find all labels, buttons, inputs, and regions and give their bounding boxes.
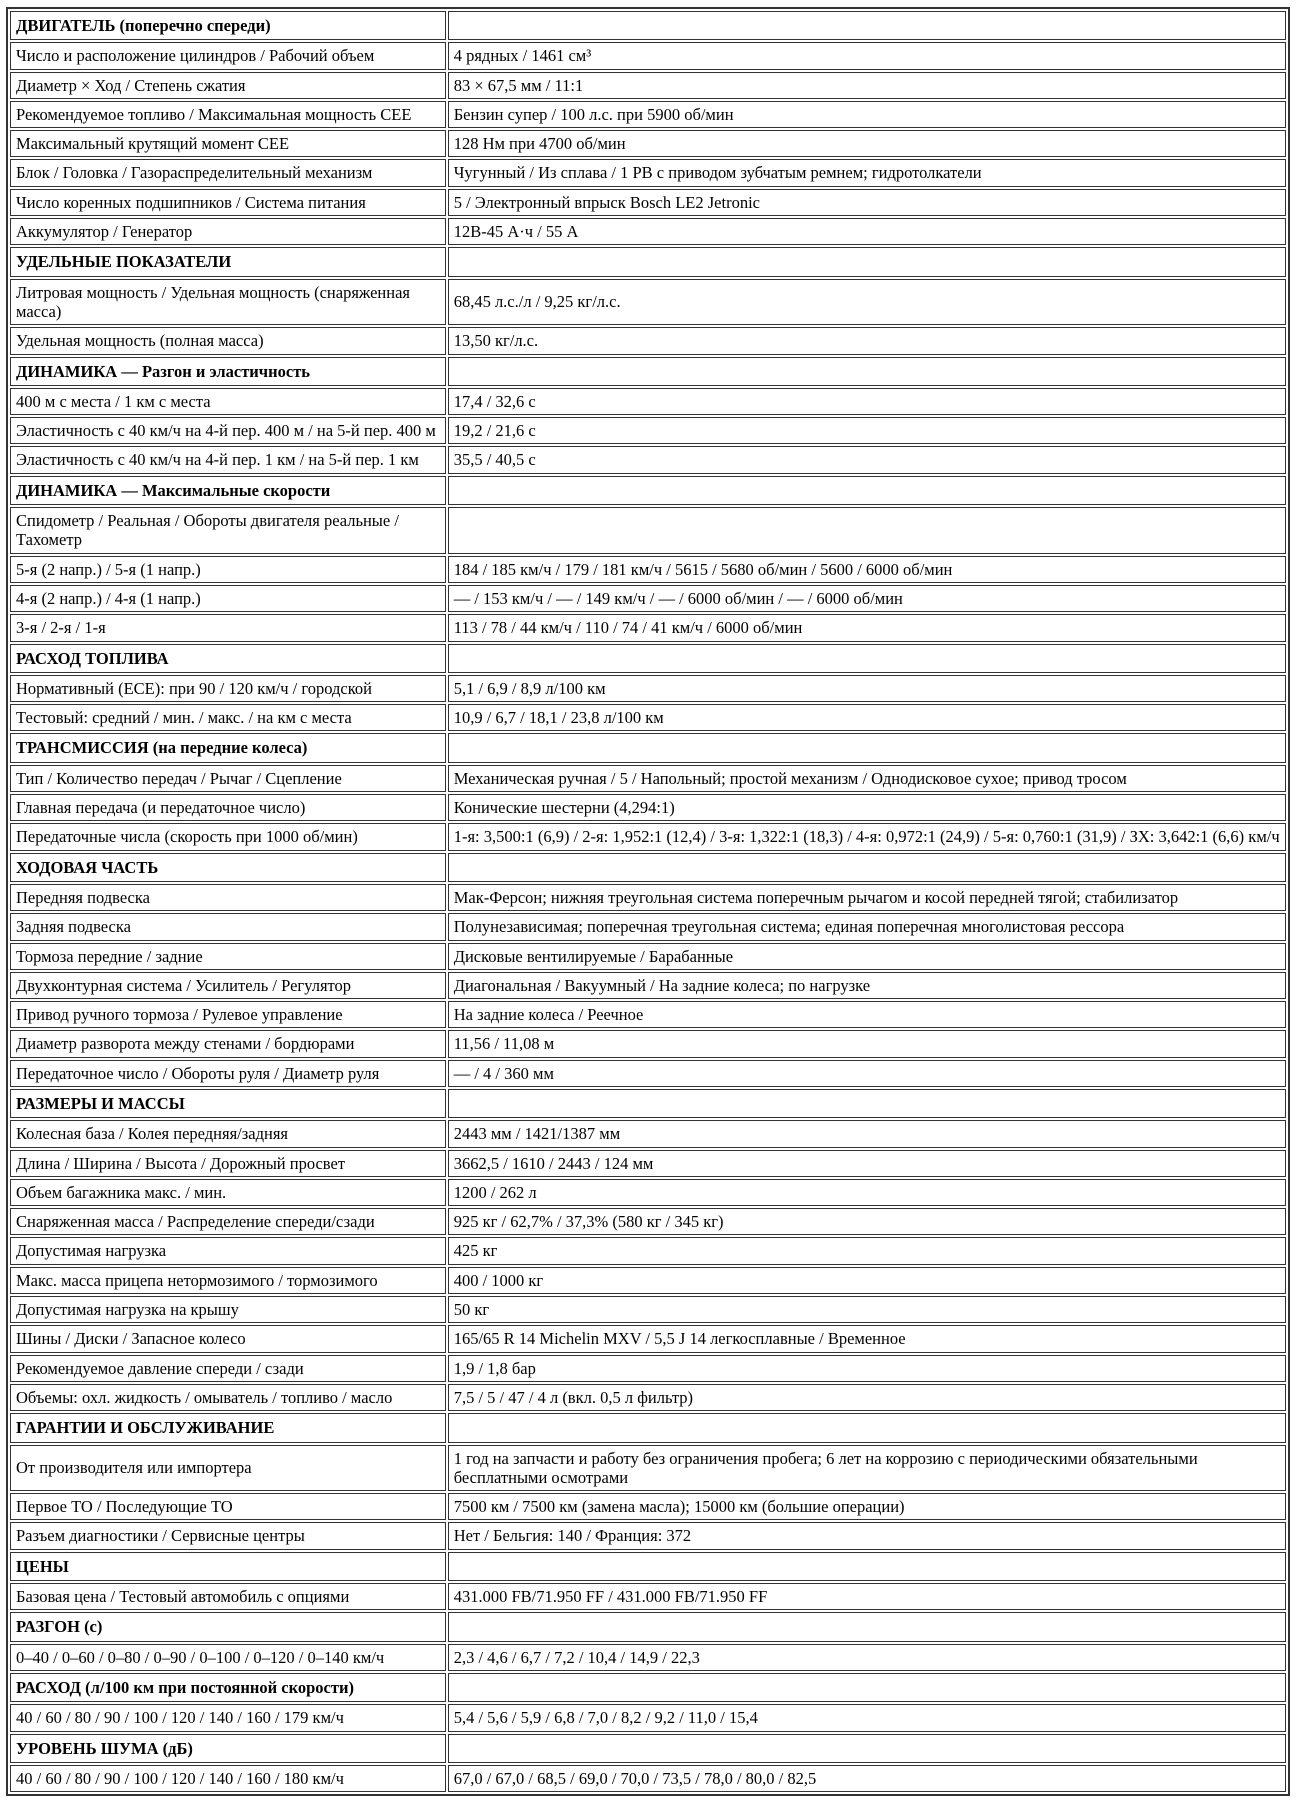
table-row [10, 1237, 1286, 1264]
spec-value: Механическая ручная / 5 / Напольный; простой механизм / Однодисковое сухое; привод тросом [448, 765, 1286, 792]
spec-value: 11,56 / 11,08 м [448, 1030, 1286, 1057]
spec-label: Длина / Ширина / Высота / Дорожный просвет [10, 1150, 446, 1177]
spec-label: Двухконтурная система / Усилитель / Регулятор [10, 972, 446, 999]
table-row [10, 388, 1286, 415]
section-row [10, 853, 1286, 882]
table-row [10, 446, 1286, 473]
spec-value: 5 / Электронный впрыск Bosch LE2 Jetronic [448, 189, 1286, 216]
spec-value: — / 4 / 360 мм [448, 1060, 1286, 1087]
spec-label: Спидометр / Реальная / Обороты двигателя реальные / Тахометр [10, 507, 446, 554]
spec-label: Нормативный (ЕСЕ): при 90 / 120 км/ч / городской [10, 675, 446, 702]
spec-label: Блок / Головка / Газораспределительный механизм [10, 159, 446, 186]
table-row [10, 1150, 1286, 1177]
table-row [10, 1522, 1286, 1549]
spec-value: 1 год на запчасти и работу без ограничения пробега; 6 лет на коррозию с периодическими обязательными бесплатными осмотрами [448, 1445, 1286, 1492]
spec-table [6, 7, 1290, 1796]
spec-label: Число и расположение цилиндров / Рабочий объем [10, 42, 446, 69]
spec-label: Снаряженная масса / Распределение спереди/сзади [10, 1208, 446, 1235]
spec-label: Шины / Диски / Запасное колесо [10, 1325, 446, 1352]
spec-value: 68,45 л.с./л / 9,25 кг/л.с. [448, 279, 1286, 326]
spec-label: Тип / Количество передач / Рычаг / Сцепление [10, 765, 446, 792]
table-row [10, 1179, 1286, 1206]
spec-label: Тестовый: средний / мин. / макс. / на км с места [10, 704, 446, 731]
table-row [10, 704, 1286, 731]
table-row [10, 189, 1286, 216]
spec-label: Диаметр × Ход / Степень сжатия [10, 72, 446, 99]
table-row [10, 1296, 1286, 1323]
spec-label: Аккумулятор / Генератор [10, 218, 446, 245]
section-row [10, 1673, 1286, 1702]
spec-label: Эластичность с 40 км/ч на 4-й пер. 400 м / на 5-й пер. 400 м [10, 417, 446, 444]
spec-value: 35,5 / 40,5 с [448, 446, 1286, 473]
spec-value: 425 кг [448, 1237, 1286, 1264]
section-empty-cell [448, 1612, 1286, 1641]
spec-label: Допустимая нагрузка на крышу [10, 1296, 446, 1323]
table-row [10, 1355, 1286, 1382]
section-empty-cell [448, 1089, 1286, 1118]
spec-label: Литровая мощность / Удельная мощность (снаряженная масса) [10, 279, 446, 326]
spec-label: Первое ТО / Последующие ТО [10, 1493, 446, 1520]
spec-label: Колесная база / Колея передняя/задняя [10, 1120, 446, 1147]
spec-value: 5,1 / 6,9 / 8,9 л/100 км [448, 675, 1286, 702]
spec-value: 67,0 / 67,0 / 68,5 / 69,0 / 70,0 / 73,5 / 78,0 / 80,0 / 82,5 [448, 1765, 1286, 1792]
section-empty-cell [448, 476, 1286, 505]
table-row [10, 279, 1286, 326]
section-row [10, 1089, 1286, 1118]
section-title: ДИНАМИКА — Максимальные скорости [10, 476, 446, 505]
spec-value: Чугунный / Из сплава / 1 РВ с приводом зубчатым ремнем; гидротолкатели [448, 159, 1286, 186]
table-row [10, 1208, 1286, 1235]
spec-label: Объемы: охл. жидкость / омыватель / топливо / масло [10, 1384, 446, 1411]
spec-value: 165/65 R 14 Michelin MXV / 5,5 J 14 легкосплавные / Временное [448, 1325, 1286, 1352]
spec-label: Рекомендуемое давление спереди / сзади [10, 1355, 446, 1382]
table-row [10, 130, 1286, 157]
table-row [10, 1325, 1286, 1352]
section-empty-cell [448, 853, 1286, 882]
spec-value: Полунезависимая; поперечная треугольная система; единая поперечная многолистовая рессора [448, 913, 1286, 940]
table-row [10, 765, 1286, 792]
section-title: РАЗМЕРЫ И МАССЫ [10, 1089, 446, 1118]
spec-label: Передаточные числа (скорость при 1000 об/мин) [10, 823, 446, 850]
spec-value: 1,9 / 1,8 бар [448, 1355, 1286, 1382]
table-row [10, 327, 1286, 354]
table-row [10, 913, 1286, 940]
section-title: РАЗГОН (с) [10, 1612, 446, 1641]
table-row [10, 1030, 1286, 1057]
spec-label: 0–40 / 0–60 / 0–80 / 0–90 / 0–100 / 0–120 / 0–140 км/ч [10, 1644, 446, 1671]
spec-label: Передняя подвеска [10, 884, 446, 911]
spec-value: 2,3 / 4,6 / 6,7 / 7,2 / 10,4 / 14,9 / 22,3 [448, 1644, 1286, 1671]
spec-value: 925 кг / 62,7% / 37,3% (580 кг / 345 кг) [448, 1208, 1286, 1235]
spec-label: 40 / 60 / 80 / 90 / 100 / 120 / 140 / 160 / 180 км/ч [10, 1765, 446, 1792]
spec-label: Разъем диагностики / Сервисные центры [10, 1522, 446, 1549]
table-row [10, 101, 1286, 128]
spec-value: На задние колеса / Реечное [448, 1001, 1286, 1028]
section-row [10, 1734, 1286, 1763]
spec-value: 50 кг [448, 1296, 1286, 1323]
spec-label: 5-я (2 напр.) / 5-я (1 напр.) [10, 556, 446, 583]
section-title: ХОДОВАЯ ЧАСТЬ [10, 853, 446, 882]
section-empty-cell [448, 357, 1286, 386]
section-empty-cell [448, 247, 1286, 276]
table-row [10, 1644, 1286, 1671]
spec-value: 2443 мм / 1421/1387 мм [448, 1120, 1286, 1147]
table-row [10, 1765, 1286, 1792]
table-row [10, 1120, 1286, 1147]
section-empty-cell [448, 11, 1286, 40]
section-row [10, 644, 1286, 673]
table-row [10, 218, 1286, 245]
section-title: РАСХОД ТОПЛИВА [10, 644, 446, 673]
table-row [10, 1583, 1286, 1610]
spec-value: 17,4 / 32,6 с [448, 388, 1286, 415]
spec-value [448, 507, 1286, 554]
table-row [10, 972, 1286, 999]
table-row [10, 823, 1286, 850]
spec-value: 13,50 кг/л.с. [448, 327, 1286, 354]
section-empty-cell [448, 644, 1286, 673]
spec-label: Макс. масса прицепа нетормозимого / тормозимого [10, 1267, 446, 1294]
section-title: УДЕЛЬНЫЕ ПОКАЗАТЕЛИ [10, 247, 446, 276]
spec-value: 400 / 1000 кг [448, 1267, 1286, 1294]
spec-value: 431.000 FB/71.950 FF / 431.000 FB/71.950 FF [448, 1583, 1286, 1610]
spec-value: 3662,5 / 1610 / 2443 / 124 мм [448, 1150, 1286, 1177]
spec-value: Нет / Бельгия: 140 / Франция: 372 [448, 1522, 1286, 1549]
spec-label: Допустимая нагрузка [10, 1237, 446, 1264]
table-row [10, 1445, 1286, 1492]
section-title: ДИНАМИКА — Разгон и эластичность [10, 357, 446, 386]
table-row [10, 675, 1286, 702]
section-title: ДВИГАТЕЛЬ (поперечно спереди) [10, 11, 446, 40]
spec-label: Передаточное число / Обороты руля / Диаметр руля [10, 1060, 446, 1087]
section-empty-cell [448, 1552, 1286, 1581]
table-row [10, 42, 1286, 69]
spec-label: Эластичность с 40 км/ч на 4-й пер. 1 км / на 5-й пер. 1 км [10, 446, 446, 473]
spec-value: 184 / 185 км/ч / 179 / 181 км/ч / 5615 / 5680 об/мин / 5600 / 6000 об/мин [448, 556, 1286, 583]
table-row [10, 794, 1286, 821]
spec-value: 1200 / 262 л [448, 1179, 1286, 1206]
spec-label: 400 м с места / 1 км с места [10, 388, 446, 415]
section-row [10, 247, 1286, 276]
spec-value: 7,5 / 5 / 47 / 4 л (вкл. 0,5 л фильтр) [448, 1384, 1286, 1411]
table-row [10, 507, 1286, 554]
table-row [10, 1001, 1286, 1028]
spec-label: 40 / 60 / 80 / 90 / 100 / 120 / 140 / 160 / 179 км/ч [10, 1704, 446, 1731]
spec-table-body [10, 11, 1286, 1792]
spec-label: Объем багажника макс. / мин. [10, 1179, 446, 1206]
table-row [10, 1704, 1286, 1731]
spec-label: 3-я / 2-я / 1-я [10, 614, 446, 641]
table-row [10, 1267, 1286, 1294]
section-title: ГАРАНТИИ И ОБСЛУЖИВАНИЕ [10, 1413, 446, 1442]
table-row [10, 417, 1286, 444]
section-empty-cell [448, 733, 1286, 762]
spec-value: 83 × 67,5 мм / 11:1 [448, 72, 1286, 99]
spec-value: Диагональная / Вакуумный / На задние колеса; по нагрузке [448, 972, 1286, 999]
spec-label: Рекомендуемое топливо / Максимальная мощность CEE [10, 101, 446, 128]
spec-label: Базовая цена / Тестовый автомобиль с опциями [10, 1583, 446, 1610]
spec-label: Задняя подвеска [10, 913, 446, 940]
spec-label: Максимальный крутящий момент CEE [10, 130, 446, 157]
table-row [10, 943, 1286, 970]
section-title: РАСХОД (л/100 км при постоянной скорости) [10, 1673, 446, 1702]
section-row [10, 1413, 1286, 1442]
table-row [10, 614, 1286, 641]
section-empty-cell [448, 1673, 1286, 1702]
table-row [10, 72, 1286, 99]
section-empty-cell [448, 1413, 1286, 1442]
spec-value: 7500 км / 7500 км (замена масла); 15000 км (большие операции) [448, 1493, 1286, 1520]
spec-value: 10,9 / 6,7 / 18,1 / 23,8 л/100 км [448, 704, 1286, 731]
table-row [10, 556, 1286, 583]
section-row [10, 357, 1286, 386]
table-row [10, 884, 1286, 911]
spec-value: 128 Нм при 4700 об/мин [448, 130, 1286, 157]
spec-label: Диаметр разворота между стенами / бордюрами [10, 1030, 446, 1057]
section-title: ЦЕНЫ [10, 1552, 446, 1581]
table-row [10, 159, 1286, 186]
table-row [10, 1060, 1286, 1087]
section-empty-cell [448, 1734, 1286, 1763]
spec-label: Тормоза передние / задние [10, 943, 446, 970]
spec-label: Привод ручного тормоза / Рулевое управление [10, 1001, 446, 1028]
section-row [10, 476, 1286, 505]
table-row [10, 1384, 1286, 1411]
spec-value: Конические шестерни (4,294:1) [448, 794, 1286, 821]
spec-value: Дисковые вентилируемые / Барабанные [448, 943, 1286, 970]
section-row [10, 1552, 1286, 1581]
spec-label: Число коренных подшипников / Система питания [10, 189, 446, 216]
spec-value: 19,2 / 21,6 с [448, 417, 1286, 444]
spec-value: 113 / 78 / 44 км/ч / 110 / 74 / 41 км/ч / 6000 об/мин [448, 614, 1286, 641]
spec-label: 4-я (2 напр.) / 4-я (1 напр.) [10, 585, 446, 612]
section-row [10, 733, 1286, 762]
section-row [10, 11, 1286, 40]
spec-value: — / 153 км/ч / — / 149 км/ч / — / 6000 об/мин / — / 6000 об/мин [448, 585, 1286, 612]
spec-label: От производителя или импортера [10, 1445, 446, 1492]
section-title: ТРАНСМИССИЯ (на передние колеса) [10, 733, 446, 762]
spec-value: 4 рядных / 1461 см³ [448, 42, 1286, 69]
spec-value: Бензин супер / 100 л.с. при 5900 об/мин [448, 101, 1286, 128]
spec-label: Главная передача (и передаточное число) [10, 794, 446, 821]
spec-value: 1-я: 3,500:1 (6,9) / 2-я: 1,952:1 (12,4) / 3-я: 1,322:1 (18,3) / 4-я: 0,972:1 (24,9) / 5-я: 0,760:1 (31,9) / ЗХ: 3,642:1 (6,6) км/ч [448, 823, 1286, 850]
spec-value: Мак-Ферсон; нижняя треугольная система поперечным рычагом и косой передней тягой; стабилизатор [448, 884, 1286, 911]
spec-label: Удельная мощность (полная масса) [10, 327, 446, 354]
spec-value: 12В-45 А·ч / 55 А [448, 218, 1286, 245]
section-row [10, 1612, 1286, 1641]
table-row [10, 585, 1286, 612]
table-row [10, 1493, 1286, 1520]
section-title: УРОВЕНЬ ШУМА (дБ) [10, 1734, 446, 1763]
spec-value: 5,4 / 5,6 / 5,9 / 6,8 / 7,0 / 8,2 / 9,2 / 11,0 / 15,4 [448, 1704, 1286, 1731]
